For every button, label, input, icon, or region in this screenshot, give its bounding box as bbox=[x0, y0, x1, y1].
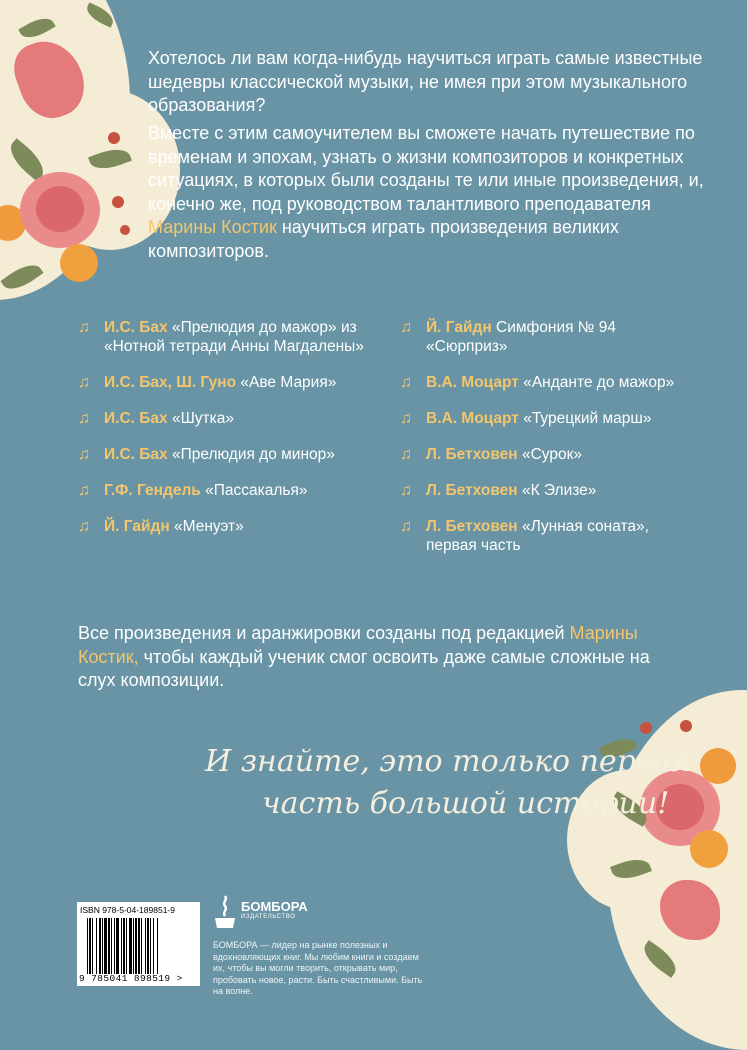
composer-name: И.С. Бах bbox=[104, 319, 168, 336]
composer-name: В.А. Моцарт bbox=[426, 410, 519, 427]
list-item bbox=[78, 409, 378, 428]
publisher-logo bbox=[213, 894, 308, 935]
piece-title: «Анданте до мажор» bbox=[523, 374, 675, 391]
piece-title: «Аве Мария» bbox=[240, 374, 337, 391]
barcode-bar bbox=[133, 918, 134, 974]
publisher-blurb: БОМБОРА — лидер на рынке полезных и вдохновляющих книг. Мы любим книги и создаем их, чтобы вы могли творить, открывать мир, пробовать новое, расти. Быть счастливыми. Быть на волне. bbox=[213, 940, 423, 996]
list-item bbox=[78, 517, 378, 536]
berry-shape bbox=[108, 132, 120, 144]
intro-paragraph-2 bbox=[148, 122, 708, 263]
barcode-bar bbox=[96, 918, 97, 974]
barcode-bar bbox=[145, 918, 146, 974]
piece-title: «Лунная соната», первая часть bbox=[426, 518, 649, 554]
barcode-bar bbox=[123, 918, 125, 974]
barcode-bar bbox=[111, 918, 112, 974]
list-item bbox=[400, 517, 700, 555]
flower-shape bbox=[60, 244, 98, 282]
composer-name: Й. Гайдн bbox=[104, 518, 170, 535]
barcode-bar bbox=[147, 918, 149, 974]
composer-name: Л. Бетховен bbox=[426, 446, 518, 463]
berry-shape bbox=[120, 225, 130, 235]
piece-title: «Сурок» bbox=[521, 446, 583, 463]
script-tagline: И знайте, это только первая bbox=[205, 744, 692, 779]
list-item bbox=[78, 373, 378, 392]
composer-name: И.С. Бах bbox=[104, 446, 168, 463]
barcode-bar bbox=[99, 918, 101, 974]
music-note-icon: ♫ bbox=[400, 374, 412, 391]
isbn-label: ISBN 978-5-04-189851-9 bbox=[80, 905, 175, 915]
publisher-name: БОМБОРА bbox=[241, 899, 308, 914]
bombora-logo-icon bbox=[213, 894, 237, 930]
barcode-box bbox=[77, 902, 200, 986]
pieces-list-left bbox=[78, 318, 378, 553]
barcode-image bbox=[87, 918, 190, 974]
barcode-bar bbox=[126, 918, 127, 974]
music-note-icon: ♫ bbox=[78, 410, 90, 427]
music-note-icon: ♫ bbox=[400, 410, 412, 427]
flower-shape bbox=[690, 830, 728, 868]
barcode-bar bbox=[104, 918, 107, 974]
list-item bbox=[400, 373, 700, 392]
barcode-bar bbox=[138, 918, 140, 974]
piece-title: «Прелюдия до минор» bbox=[171, 446, 335, 463]
list-item bbox=[400, 409, 700, 428]
piece-title: «Прелюдия до мажор» из «Нотной тетради Анны Магдалены» bbox=[104, 319, 364, 355]
barcode-bar bbox=[89, 918, 91, 974]
composer-name: И.С. Бах, Ш. Гуно bbox=[104, 374, 237, 391]
barcode-bar bbox=[114, 918, 115, 974]
piece-title: Симфония № 94 «Сюрприз» bbox=[426, 319, 616, 355]
author-name-highlight: Марины Костик bbox=[148, 217, 277, 237]
barcode-number: 9 785041 898519 > bbox=[79, 973, 183, 984]
list-item bbox=[78, 445, 378, 464]
music-note-icon: ♫ bbox=[78, 319, 90, 336]
intro-text: Вместе с этим самоучителем вы сможете начать путешествие по временам и эпохам, узнать о жизни композиторов и конкретных ситуациях, в которых были созданы те или иные произведения, и, конечно же, под руководством талантливого преподавателя bbox=[148, 123, 704, 214]
berry-shape bbox=[640, 722, 652, 734]
barcode-bar bbox=[92, 918, 93, 974]
piece-title: «Турецкий марш» bbox=[523, 410, 652, 427]
barcode-bar bbox=[116, 918, 119, 974]
barcode-bar bbox=[121, 918, 122, 974]
composer-name: И.С. Бах bbox=[104, 410, 168, 427]
music-note-icon: ♫ bbox=[78, 374, 90, 391]
composer-name: Л. Бетховен bbox=[426, 518, 518, 535]
barcode-bar bbox=[129, 918, 132, 974]
barcode-bar bbox=[87, 918, 88, 974]
music-note-icon: ♫ bbox=[400, 518, 412, 535]
pieces-list-right bbox=[400, 318, 700, 572]
music-note-icon: ♫ bbox=[78, 518, 90, 535]
piece-title: «Шутка» bbox=[171, 410, 234, 427]
list-item bbox=[400, 445, 700, 464]
music-note-icon: ♫ bbox=[78, 446, 90, 463]
berry-shape bbox=[680, 720, 692, 732]
composer-name: Г.Ф. Гендель bbox=[104, 482, 201, 499]
barcode-bar bbox=[157, 918, 158, 974]
composer-name: В.А. Моцарт bbox=[426, 374, 519, 391]
berry-shape bbox=[112, 196, 124, 208]
music-note-icon: ♫ bbox=[78, 482, 90, 499]
piece-title: «К Элизе» bbox=[521, 482, 597, 499]
outro-text: чтобы каждый ученик смог освоить даже самые сложные на слух композиции. bbox=[78, 646, 650, 690]
publisher-subtitle: ИЗДАТЕЛЬСТВО bbox=[241, 914, 296, 920]
list-item bbox=[400, 481, 700, 500]
barcode-bar bbox=[108, 918, 110, 974]
list-item bbox=[78, 318, 378, 356]
outro-text: Все произведения и аранжировки созданы под редакцией bbox=[78, 623, 570, 643]
music-note-icon: ♫ bbox=[400, 482, 412, 499]
barcode-bar bbox=[135, 918, 137, 974]
composer-name: Й. Гайдн bbox=[426, 319, 492, 336]
rose-center-shape bbox=[36, 186, 84, 232]
outro-paragraph bbox=[78, 622, 678, 693]
music-note-icon: ♫ bbox=[400, 319, 412, 336]
barcode-bar bbox=[141, 918, 142, 974]
piece-title: «Менуэт» bbox=[174, 518, 244, 535]
list-item bbox=[400, 318, 700, 356]
piece-title: «Пассакалья» bbox=[205, 482, 308, 499]
composer-name: Л. Бетховен bbox=[426, 482, 518, 499]
list-item bbox=[78, 481, 378, 500]
intro-paragraph: Хотелось ли вам когда-нибудь научиться играть самые известные шедевры классической музыки, не имея при этом музыкального образования? bbox=[148, 48, 703, 115]
barcode-bar bbox=[150, 918, 151, 974]
script-tagline-2: часть большой истории! bbox=[262, 786, 670, 821]
intro-text: научиться играть произведения великих композиторов. bbox=[148, 217, 619, 261]
author-name-highlight: Марины Костик, bbox=[78, 623, 638, 667]
barcode-bar bbox=[102, 918, 103, 974]
barcode-bar bbox=[153, 918, 154, 974]
music-note-icon: ♫ bbox=[400, 446, 412, 463]
